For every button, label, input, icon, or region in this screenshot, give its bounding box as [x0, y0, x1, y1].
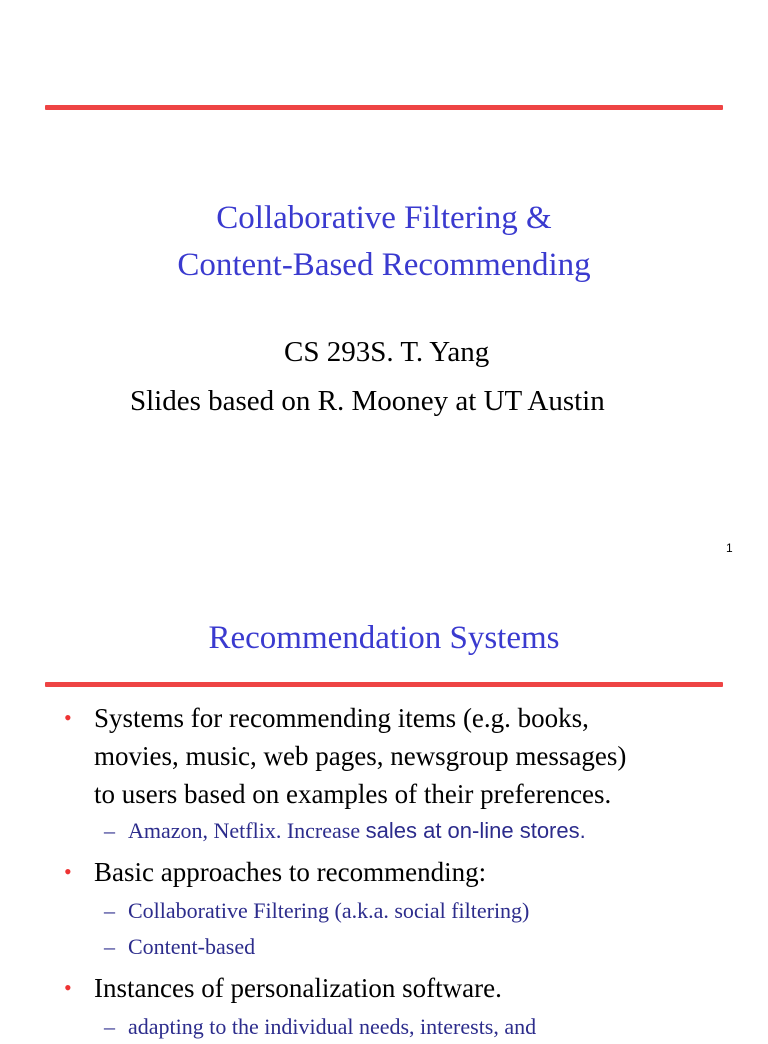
page-number: 1 [726, 541, 733, 555]
slide-1-top-rule [45, 105, 723, 110]
bullet-3-line-1: Instances of personalization software. [94, 973, 502, 1003]
bullet-marker: • [64, 705, 72, 730]
bullet-1-line-2: movies, music, web pages, newsgroup messages) [94, 741, 627, 771]
slide-1-course-line: CS 293S. T. Yang [284, 336, 490, 368]
slide-1-title-line-2: Content-Based Recommending [177, 247, 591, 283]
sub-bullet-marker: – [104, 1014, 115, 1039]
bullet-1-sub-1 [128, 814, 586, 848]
slide-2-title-rule [45, 682, 723, 687]
bullet-2-line-1: Basic approaches to recommending: [94, 857, 487, 887]
bullet-1-sub-1-emphasis: sales at on-line stores. [365, 818, 586, 843]
slide-1-credit-line: Slides based on R. Mooney at UT Austin [130, 385, 605, 417]
bullet-2-sub-1: Collaborative Filtering (a.k.a. social filtering) [128, 898, 530, 923]
bullet-marker: • [64, 975, 72, 1000]
bullet-2-sub-2: Content-based [128, 934, 256, 959]
slide-2-title: Recommendation Systems [208, 620, 560, 656]
bullet-marker: • [64, 859, 72, 884]
slide-2 [0, 576, 768, 1039]
sub-bullet-marker: – [104, 898, 115, 923]
bullet-1-sub-1-text: Amazon, Netflix. Increase [128, 818, 366, 843]
bullet-3-sub-1: adapting to the individual needs, interests, and [128, 1014, 537, 1039]
slide-1-title-line-1: Collaborative Filtering & [216, 200, 552, 236]
sub-bullet-marker: – [104, 934, 115, 959]
bullet-1-line-1: Systems for recommending items (e.g. books, [94, 703, 589, 733]
sub-bullet-marker: – [104, 818, 115, 843]
bullet-1-line-3: to users based on examples of their preferences. [94, 779, 612, 809]
